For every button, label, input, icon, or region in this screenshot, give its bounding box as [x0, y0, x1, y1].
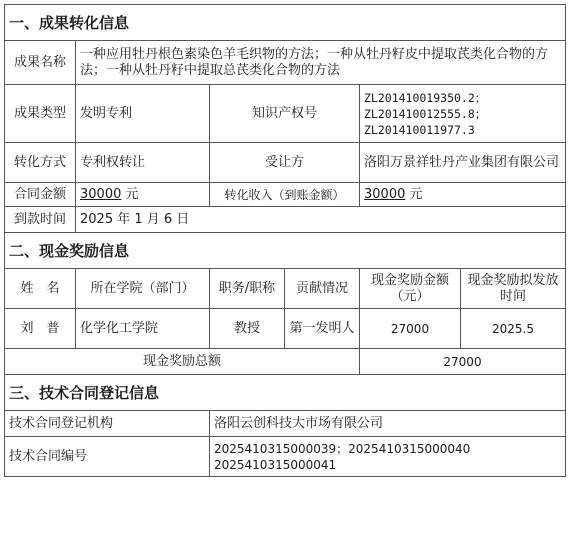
- header-award-time: 现金奖励拟发放时间: [461, 269, 566, 309]
- section-2-title: 二、现金奖励信息: [5, 233, 566, 269]
- row-transfer: [5, 143, 566, 183]
- payment-time-value: 2025 年 1 月 6 日: [76, 207, 566, 233]
- contract-no-line-2: 2025410315000041: [214, 457, 337, 472]
- award-time: 2025.5: [461, 309, 566, 349]
- ip-no-3: ZL201410011977.3: [364, 122, 475, 137]
- award-row: [5, 309, 566, 349]
- section-1-header: [5, 5, 566, 41]
- award-total-row: [5, 349, 566, 375]
- header-college: 所在学院（部门）: [76, 269, 210, 309]
- row-amount: [5, 183, 566, 207]
- income-label: 转化收入（到账金额）: [210, 183, 360, 207]
- award-person-name: 刘 普: [5, 309, 76, 349]
- award-total-value: 27000: [360, 349, 566, 375]
- award-college: 化学化工学院: [76, 309, 210, 349]
- row-result-type: [5, 85, 566, 143]
- result-type-value: 发明专利: [76, 85, 210, 143]
- header-award-amount: 现金奖励金额（元）: [360, 269, 461, 309]
- header-title: 职务/职称: [210, 269, 285, 309]
- transfer-method-value: 专利权转让: [76, 143, 210, 183]
- contract-amount-value: 30000: [80, 186, 122, 202]
- header-contribution: 贡献情况: [285, 269, 360, 309]
- contract-org-label: 技术合同登记机构: [5, 411, 210, 437]
- award-contribution: 第一发明人: [285, 309, 360, 349]
- assignee-value: 洛阳万景祥牡丹产业集团有限公司: [360, 143, 566, 183]
- ip-no-1: ZL201410019350.2；: [364, 90, 487, 105]
- section-2-header: [5, 233, 566, 269]
- contract-amount-unit: 元: [125, 186, 139, 202]
- section-3-title: 三、技术合同登记信息: [5, 375, 566, 411]
- result-type-label: 成果类型: [5, 85, 76, 143]
- award-title: 教授: [210, 309, 285, 349]
- income-cell: [360, 183, 566, 207]
- contract-no-cell: [210, 437, 566, 477]
- award-total-label: 现金奖励总额: [5, 349, 360, 375]
- row-contract-org: [5, 411, 566, 437]
- income-unit: 元: [409, 186, 423, 202]
- section-3-header: [5, 375, 566, 411]
- info-table: [4, 4, 566, 477]
- award-header-row: [5, 269, 566, 309]
- contract-amount-label: 合同金额: [5, 183, 76, 207]
- award-amount: 27000: [360, 309, 461, 349]
- income-value: 30000: [364, 186, 406, 202]
- info-form: [4, 4, 565, 477]
- contract-amount-cell: [76, 183, 210, 207]
- contract-org-value: 洛阳云创科技大市场有限公司: [210, 411, 566, 437]
- ip-no-label: 知识产权号: [210, 85, 360, 143]
- section-1-title: 一、成果转化信息: [5, 5, 566, 41]
- header-name: 姓 名: [5, 269, 76, 309]
- row-payment-time: [5, 207, 566, 233]
- ip-no-2: ZL201410012555.8；: [364, 106, 487, 121]
- row-contract-no: [5, 437, 566, 477]
- contract-no-label: 技术合同编号: [5, 437, 210, 477]
- result-name-value: 一种应用牡丹根色素染色羊毛织物的方法；一种从牡丹籽皮中提取芪类化合物的方法；一种从牡丹籽中提取总芪类化合物的方法: [76, 41, 566, 85]
- row-result-name: [5, 41, 566, 85]
- transfer-method-label: 转化方式: [5, 143, 76, 183]
- payment-time-label: 到款时间: [5, 207, 76, 233]
- result-name-label: 成果名称: [5, 41, 76, 85]
- assignee-label: 受让方: [210, 143, 360, 183]
- ip-no-list: [360, 85, 566, 143]
- contract-no-line-1: 2025410315000039；2025410315000040: [214, 441, 471, 456]
